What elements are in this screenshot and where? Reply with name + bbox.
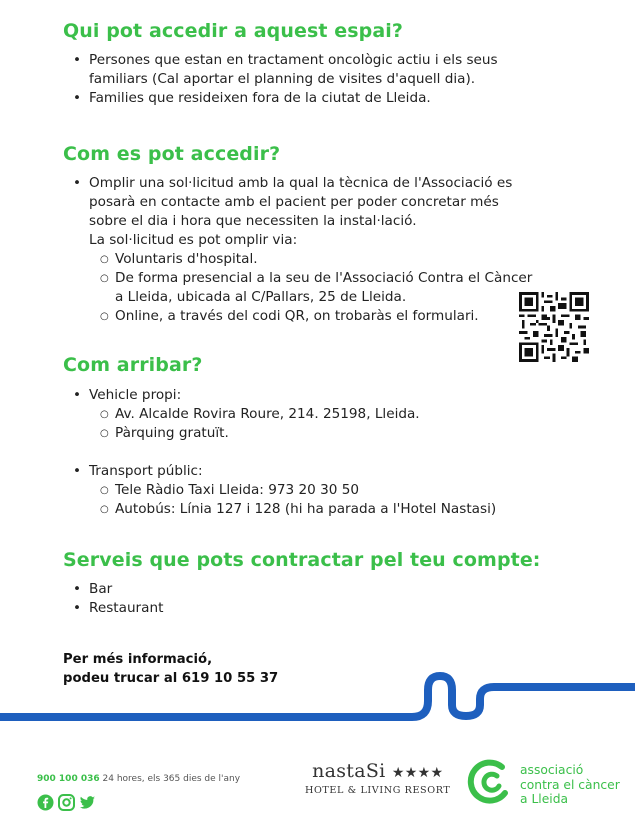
more-info-line: Per més informació,	[63, 652, 213, 667]
services-list	[63, 580, 609, 618]
helpline	[37, 774, 240, 784]
hotel-name-row	[305, 760, 450, 782]
list-item-text: • Families que resideixen fora de la ciutat de Lleida.	[89, 90, 431, 106]
sub-list	[89, 405, 609, 443]
instagram-icon[interactable]	[58, 794, 75, 811]
sub-list-item-text: Av. Alcalde Rovira Roure, 214. 25198, Lleida.	[115, 406, 420, 422]
association-line: associació	[520, 763, 584, 777]
sub-list-item-text: ○ Online, a través del codi QR, on trobaràs el formulari.	[115, 308, 479, 324]
sub-list-item-text: Tele Ràdio Taxi Lleida: 973 20 30 50	[115, 482, 360, 498]
association-line: contra el càncer	[520, 777, 620, 792]
social-links	[37, 794, 96, 811]
sub-list-item-text: a Lleida, ubicada al C/Pallars, 25 de Lleida.	[115, 289, 407, 305]
association-name	[520, 763, 620, 807]
hotel-logo	[305, 760, 450, 796]
wave-line	[0, 676, 635, 717]
sub-list-item-text: Pàrquing gratuït.	[115, 425, 229, 441]
sub-list-item-text: ○ De forma presencial a la seu de l'Associació Contra el Càncer	[115, 270, 533, 286]
sub-list	[89, 481, 609, 519]
heading-who-can-access: Qui pot accedir a aquest espai?	[63, 20, 404, 42]
list-item	[89, 580, 609, 599]
list-item	[89, 89, 609, 108]
list-item-text: La sol·licitud es pot omplir via:	[89, 232, 298, 248]
list-item-text: posarà en contacte amb el pacient per poder concretar més	[89, 194, 499, 210]
list-item-text: • Omplir una sol·licitud amb la qual la tècnica de l'Associació es	[89, 175, 513, 191]
hotel-subtitle: HOTEL & LIVING RESORT	[305, 785, 451, 796]
list-item-text: • Transport públic:	[89, 463, 203, 479]
association-line: a Lleida	[520, 792, 569, 806]
list-item	[89, 386, 609, 443]
helpline-hours: 24 hores, els 365 dies de l'any	[102, 774, 241, 784]
list-item	[89, 462, 609, 519]
more-info-phone[interactable]: podeu trucar al 619 10 55 37	[63, 671, 279, 686]
wave-divider	[0, 665, 635, 740]
heading-services: Serveis que pots contractar pel teu compte:	[63, 549, 541, 571]
list-item-text: sobre el dia i hora que necessiten la instal·lació.	[89, 213, 417, 229]
access-list	[63, 51, 609, 108]
sub-list-item	[115, 424, 609, 443]
list-item-text: Bar	[89, 581, 113, 597]
list-item-text: • Vehicle propi:	[89, 387, 182, 403]
heading-how-to-arrive: Com arribar?	[63, 354, 203, 376]
association-logo-icon	[464, 757, 514, 807]
twitter-icon[interactable]	[79, 794, 96, 811]
sub-list-item	[115, 250, 609, 269]
sub-list-item-text: Autobús: Línia 127 i 128 (hi ha parada a l'Hotel Nastasi)	[115, 501, 497, 517]
sub-list-item	[115, 405, 609, 424]
hotel-name: nastaSi	[312, 760, 386, 782]
list-item-text: Restaurant	[89, 600, 164, 616]
hotel-stars: ★★★★	[391, 765, 444, 781]
qr-code[interactable]	[519, 292, 589, 362]
sub-list-item-text: ○ Voluntaris d'hospital.	[115, 251, 258, 267]
helpline-number[interactable]: 900 100 036	[37, 774, 100, 784]
list-item	[89, 599, 609, 618]
list-item	[89, 51, 609, 89]
sub-list-item	[115, 481, 609, 500]
list-item-text: familiars (Cal aportar el planning de visites d'aquell dia).	[89, 71, 476, 87]
heading-how-to-access: Com es pot accedir?	[63, 143, 281, 165]
arrive-list	[63, 386, 609, 519]
sub-list-item	[115, 500, 609, 519]
list-item-text: • Persones que estan en tractament oncològic actiu i els seus	[89, 52, 498, 68]
facebook-icon[interactable]	[37, 794, 54, 811]
